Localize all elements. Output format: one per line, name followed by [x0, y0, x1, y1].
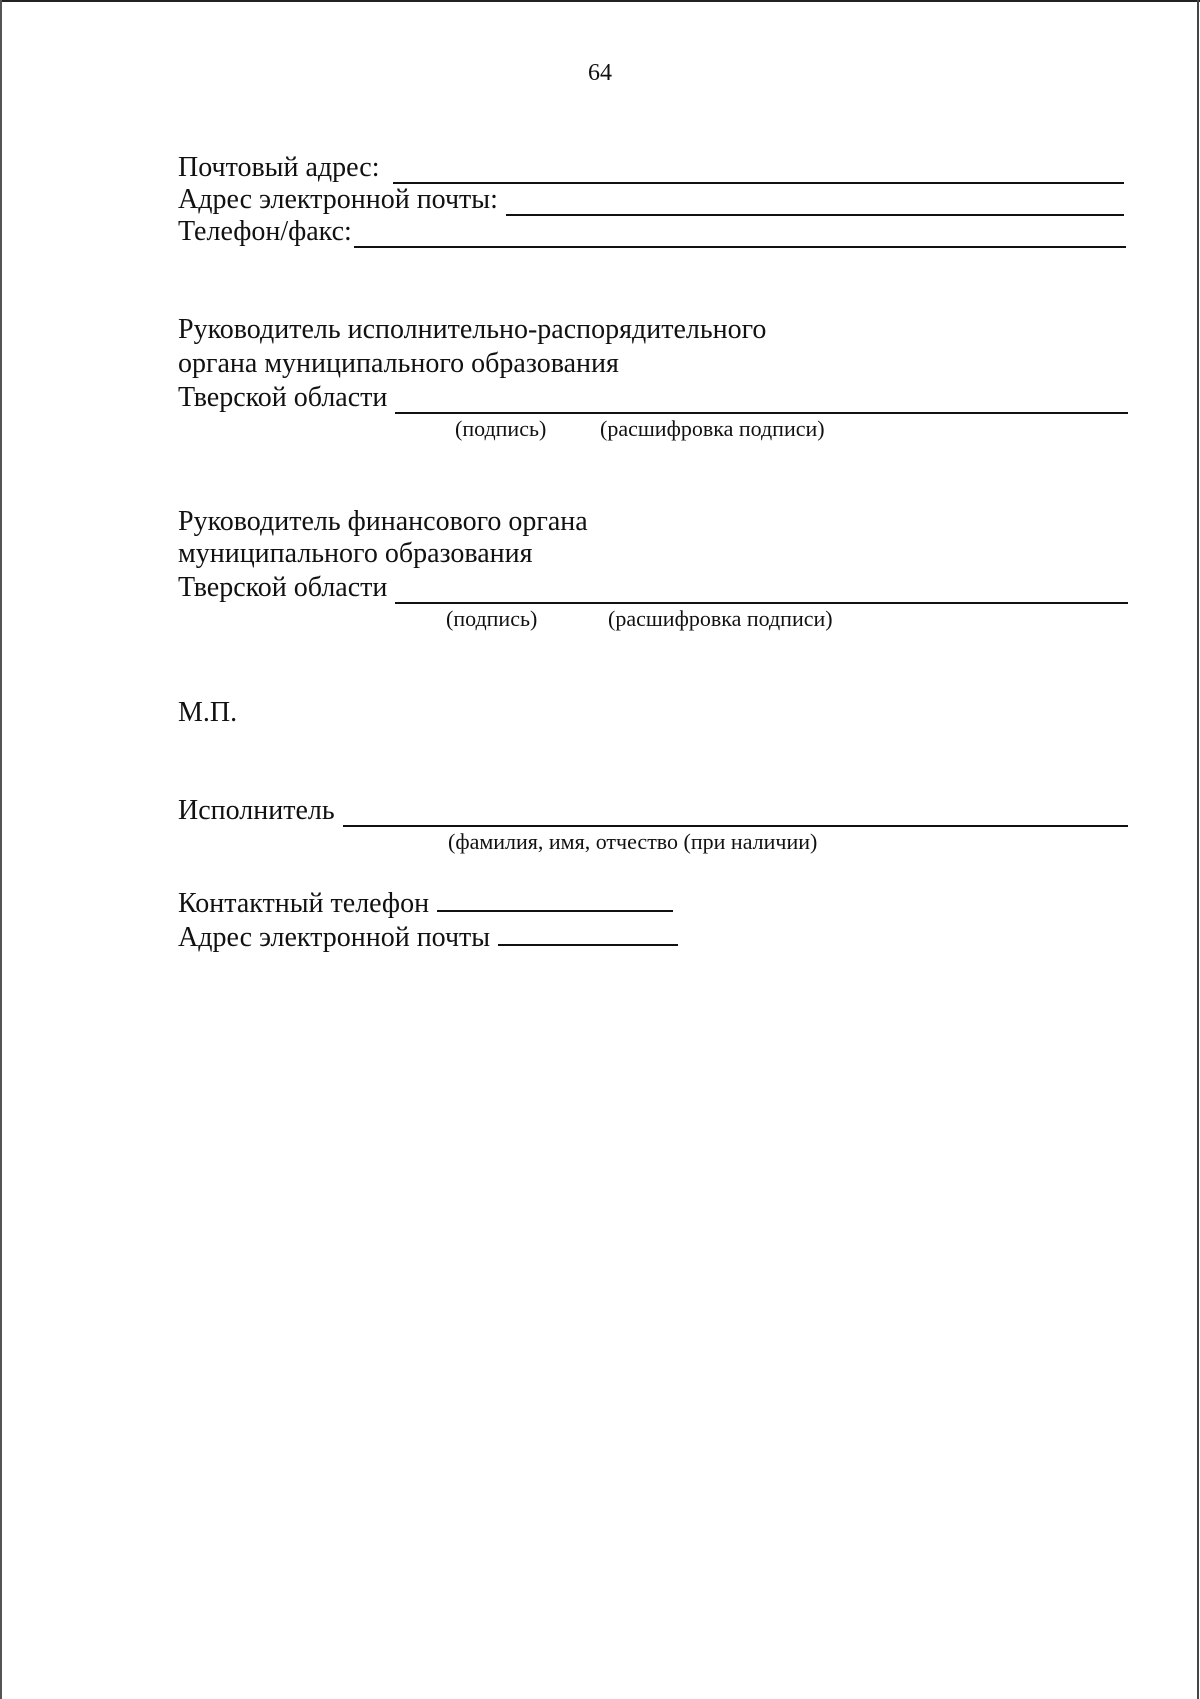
contact-email-label: Адрес электронной почты [178, 922, 491, 953]
finance-head-title-line1: Руководитель финансового органа [178, 506, 588, 537]
finance-head-signature-row [178, 572, 1128, 604]
postal-address-row [178, 152, 1124, 184]
contact-email-field[interactable] [498, 922, 678, 946]
executive-head-signature-row [178, 382, 1128, 414]
email-label: Адрес электронной почты: [178, 184, 498, 215]
finance-head-title-line3: Тверской области [178, 572, 388, 603]
executor-field[interactable] [343, 803, 1128, 827]
finance-head-decoding-caption: (расшифровка подписи) [608, 606, 833, 631]
executive-head-title-line1: Руководитель исполнительно-распорядительного [178, 314, 767, 345]
page-border-right [1197, 0, 1199, 1699]
executive-head-decoding-caption: (расшифровка подписи) [600, 416, 825, 441]
executor-row [178, 795, 1128, 827]
executive-head-title-line2: органа муниципального образования [178, 348, 619, 379]
contact-email-row [178, 922, 678, 954]
contact-phone-row [178, 888, 673, 920]
contact-phone-field[interactable] [437, 888, 673, 912]
postal-address-field[interactable] [393, 160, 1124, 184]
page-number: 64 [588, 60, 612, 86]
finance-head-signature-field[interactable] [395, 580, 1128, 604]
phone-fax-field[interactable] [354, 224, 1126, 248]
executive-head-title-line3: Тверской области [178, 382, 388, 413]
executive-head-signature-field[interactable] [395, 390, 1128, 414]
page-border-top [0, 0, 1200, 2]
email-row [178, 184, 1124, 216]
executor-caption: (фамилия, имя, отчество (при наличии) [448, 829, 818, 854]
executive-head-signature-caption: (подпись) [455, 416, 547, 441]
executor-label: Исполнитель [178, 795, 335, 826]
phone-fax-row [178, 216, 1126, 248]
finance-head-title-line2: муниципального образования [178, 538, 533, 569]
postal-address-label: Почтовый адрес: [178, 152, 380, 183]
page-border-left [0, 0, 2, 1699]
contact-phone-label: Контактный телефон [178, 888, 430, 919]
email-field[interactable] [506, 192, 1124, 216]
finance-head-signature-caption: (подпись) [446, 606, 538, 631]
stamp-place: М.П. [178, 697, 238, 728]
phone-fax-label: Телефон/факс: [178, 216, 352, 247]
